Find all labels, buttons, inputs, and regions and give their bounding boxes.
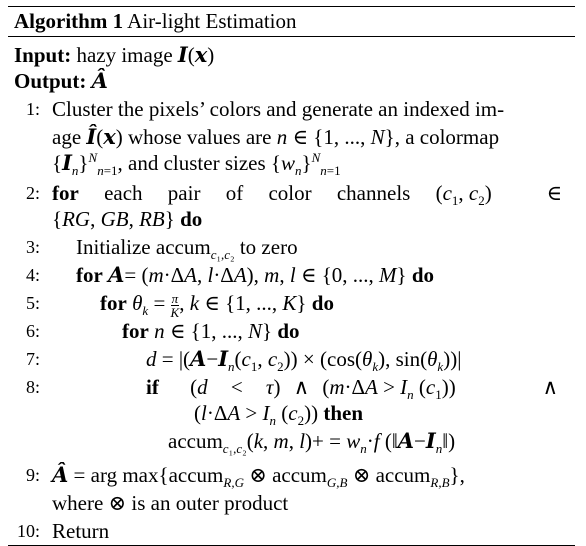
line-number: 10: [16,521,40,541]
line-number: 9: [25,465,40,485]
output-line: Output: Â [14,68,108,93]
step-1-line-c: $\{I_n\}^N_{n=1}$, and cluster sizes $\{w_n\}^N_{n=1}$ [52,150,341,179]
algorithm-label: Algorithm 1 [14,9,124,33]
line-number: 1: [25,99,40,119]
step-1-line-b: age Î(x) whose values are n ∈ {1, ..., N}, a colormap [52,124,500,149]
line-number: 7: [25,349,40,369]
algorithm-name: Air-light Estimation [127,9,297,33]
step-8-line-c: accum$_{c_1,c_2}$(k, m, $l)+ = w_n\cdot f$ $(‖A-I_n‖)$ [168,428,456,457]
step-4-line: for A= (m·ΔA, l·ΔA), m, l ∈ {0, ..., M} do [76,262,435,287]
step-1-line-a: Cluster the pixels’ colors and generate an indexed im- [52,97,505,121]
step-10-line: Return [52,519,110,543]
step-9-line-b: where ⊗ is an outer product [52,491,289,515]
step-8-line-b: ($l\cdot\Delta A > I_n$ $(c_2)$) then [194,401,364,429]
step-2-line-a: for each pair of color channels ($c_1$, $c_2$) ∈ [52,181,562,209]
output-label: Output: [14,69,87,93]
line-number: 2: [25,183,40,203]
step-9-line-a: Â = arg max{accum$_{R,G}$ ⊗ accum$_{G,B}$ ⊗ accum$_{R,B}$}, [52,462,465,491]
algorithm-title [14,8,296,34]
line-number: 6: [25,321,40,341]
line-number: 3: [25,237,40,257]
input-label: Input: [14,43,72,67]
step-8-line-a: if (d < τ) ∧ ($m\cdot\Delta A > I_n$ $(c_1)$) ∧ [146,375,558,403]
step-2-line-b: {RG, GB, RB} do [52,207,203,231]
step-6-line: for n ∈ {1, ..., N} do [122,319,300,343]
line-number: 5: [25,293,40,313]
top-rule [8,6,575,7]
input-line: Input: hazy image I(x) [14,42,215,67]
step-3-line: Initialize accum$_{c_1,c_2}$ to zero [76,235,298,263]
step-7-line: $d = |(A-I_n(c_1$, $c_2)) \times (\cos(\theta_k)$, $\sin(\theta_k))|$ [146,346,462,375]
line-number: 4: [25,265,40,285]
line-number: 8: [25,377,40,397]
step-5-line: for $\theta_k$ = $\frac{\pi}{K}$ , k ∈ {1, ..., K} do [100,290,334,320]
input-text: hazy image [76,43,173,67]
title-rule [8,36,575,37]
